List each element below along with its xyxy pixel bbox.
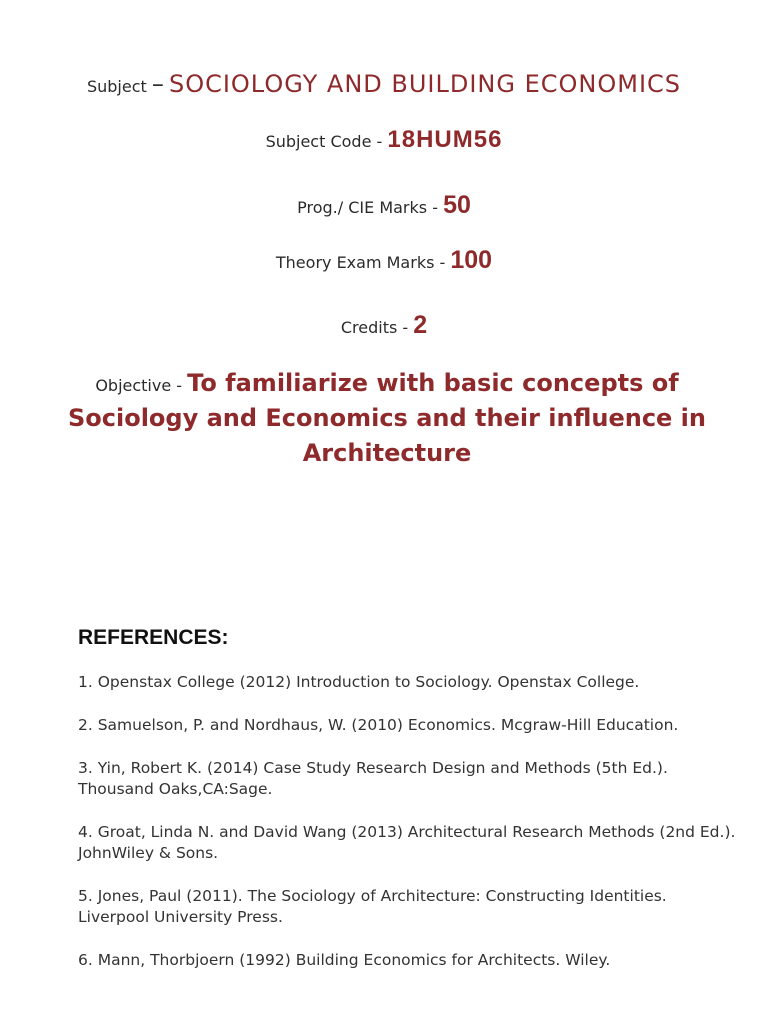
- reference-item: 4. Groat, Linda N. and David Wang (2013) Architectural Research Methods (2nd Ed.). JohnWiley & Sons.: [78, 823, 736, 862]
- subject-dash: –: [151, 70, 164, 98]
- cie-marks-line: [0, 191, 768, 220]
- reference-item: 1. Openstax College (2012) Introduction to Sociology. Openstax College.: [78, 673, 640, 691]
- references-section: [78, 626, 738, 993]
- subject-value: SOCIOLOGY AND BUILDING ECONOMICS: [168, 70, 682, 98]
- credits-line: [0, 311, 768, 340]
- objective-value: To familiarize with basic concepts of Sociology and Economics and their influence in Architecture: [67, 369, 706, 467]
- subject-line: [0, 70, 768, 98]
- credits-label: Credits -: [340, 318, 409, 337]
- subject-label: Subject: [86, 77, 147, 96]
- objective-block: [60, 367, 714, 472]
- subject-code-label: Subject Code -: [265, 132, 383, 151]
- subject-code-value: 18HUM56: [387, 126, 503, 153]
- reference-item: 2. Samuelson, P. and Nordhaus, W. (2010) Economics. Mcgraw-Hill Education.: [78, 716, 679, 734]
- references-heading: REFERENCES:: [78, 626, 229, 649]
- subject-code-line: [0, 126, 768, 154]
- reference-item: 5. Jones, Paul (2011). The Sociology of Architecture: Constructing Identities. Liverpool University Press.: [78, 887, 667, 926]
- theory-marks-value: 100: [450, 246, 493, 274]
- cie-marks-label: Prog./ CIE Marks -: [297, 198, 438, 217]
- credits-value: 2: [413, 311, 428, 339]
- theory-marks-line: [0, 246, 768, 275]
- reference-item: 3. Yin, Robert K. (2014) Case Study Research Design and Methods (5th Ed.). Thousand Oaks,CA:Sage.: [78, 759, 668, 798]
- cie-marks-value: 50: [443, 191, 471, 219]
- theory-marks-label: Theory Exam Marks -: [275, 253, 446, 272]
- objective-label: Objective -: [95, 376, 183, 395]
- reference-item: 6. Mann, Thorbjoern (1992) Building Economics for Architects. Wiley.: [78, 951, 611, 969]
